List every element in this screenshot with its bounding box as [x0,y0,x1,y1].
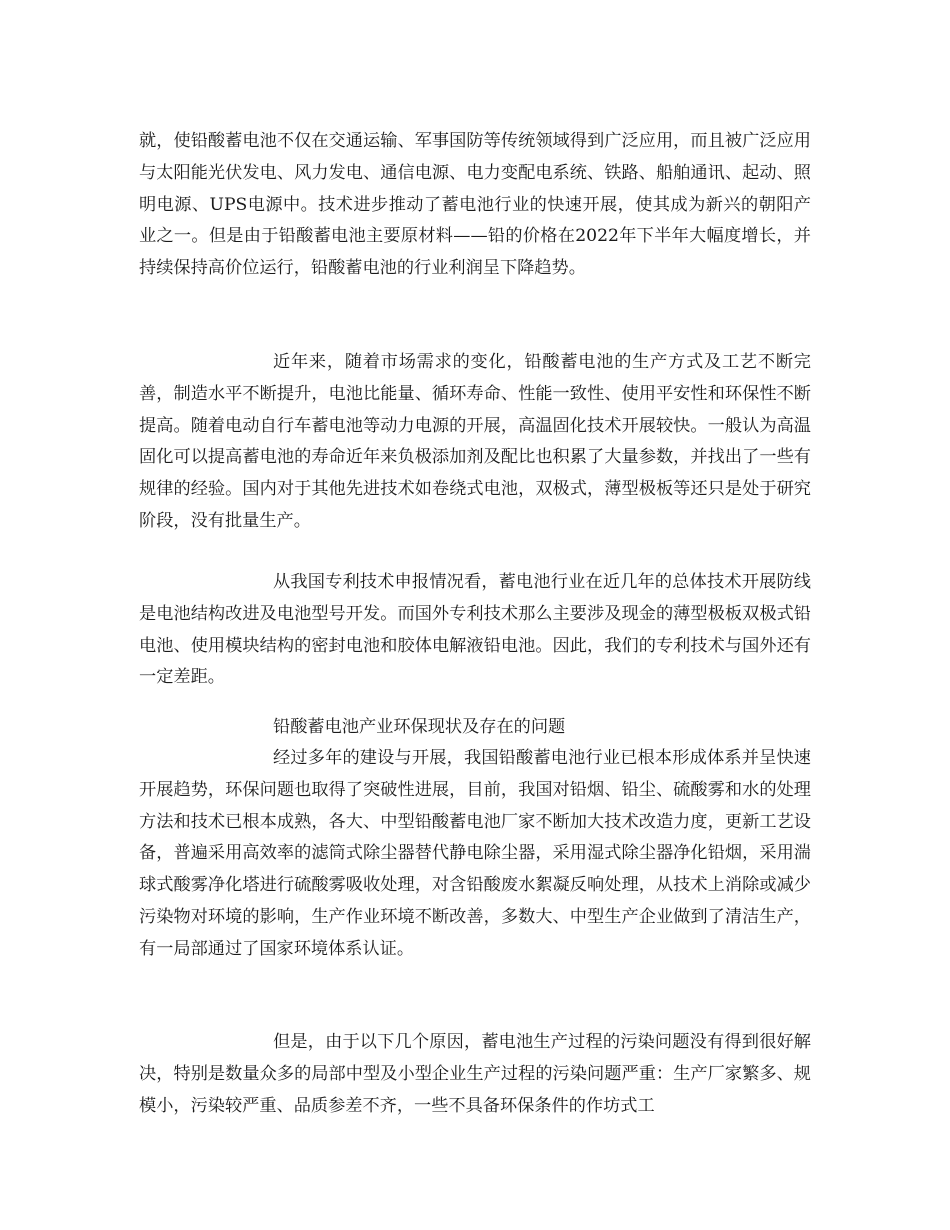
paragraph [139,567,811,694]
paragraph-text: 经过多年的建设与开展，我国铅酸蓄电池行业已根本形成体系并呈快速开展趋势，环保问题也取得了突破性进展，目前，我国对铅烟、铅尘、硫酸雾和水的处理方法和技术已根本成熟，各大、中型铅酸蓄电池厂家不断加大技术改造力度，更新工艺设备，普遍采用高效率的滤筒式除尘器替代静电除尘器，采用湿式除尘器净化铅烟，采用湍球式酸雾净化塔进行硫酸雾吸收处理，对含铅酸废水絮凝反响处理，从技术上消除或减少污染物对环境的影响，生产作业环境不断改善，多数大、中型生产企业做到了清洁生产，有一局部通过了国家环境体系认证。 [139,748,811,959]
paragraph-text: 但是，由于以下几个原因，蓄电池生产过程的污染问题没有得到很好解决，特别是数量众多的局部中型及小型企业生产过程的污染问题严重：生产厂家繁多、规模小，污染较严重、品质参差不齐，一些不具备环保条件的作坊式工 [139,1032,811,1116]
section-heading-text: 铅酸蓄电池产业环保现状及存在的问题 [273,717,566,737]
paragraph [139,347,811,538]
paragraph-text: 从我国专利技术申报情况看，蓄电池行业在近几年的总体技术开展防线是电池结构改进及电池型号开发。而国外专利技术那么主要涉及现金的薄型极板双极式铅电池、使用模块结构的密封电池和胶体电解液铅电池。因此，我们的专利技术与国外还有一定差距。 [139,572,811,688]
section-heading [139,712,811,744]
paragraph-text: 近年来，随着市场需求的变化，铅酸蓄电池的生产方式及工艺不断完善，制造水平不断提升，电池比能量、循环寿命、性能一致性、使用平安性和环保性不断提高。随着电动自行车蓄电池等动力电源的开展，高温固化技术开展较快。一般认为高温固化可以提高蓄电池的寿命近年来负极添加剂及配比也积累了大量参数，并找出了一些有规律的经验。国内对于其他先进技术如卷绕式电池，双极式，薄型极板等还只是处于研究阶段，没有批量生产。 [139,352,811,531]
paragraph-text: 就，使铅酸蓄电池不仅在交通运输、军事国防等传统领域得到广泛应用，而且被广泛应用与太阳能光伏发电、风力发电、通信电源、电力变配电系统、铁路、船舶通讯、起动、照明电源、UPS电源中。技术进步推动了蓄电池行业的快速开展，使其成为新兴的朝阳产业之一。但是由于铅酸蓄电池主要原材料——铅的价格在2022年下半年大幅度增长，并持续保持高价位运行，铅酸蓄电池的行业利润呈下降趋势。 [139,131,811,279]
paragraph-continued [139,126,811,285]
paragraph [139,743,811,966]
paragraph [139,1027,811,1122]
